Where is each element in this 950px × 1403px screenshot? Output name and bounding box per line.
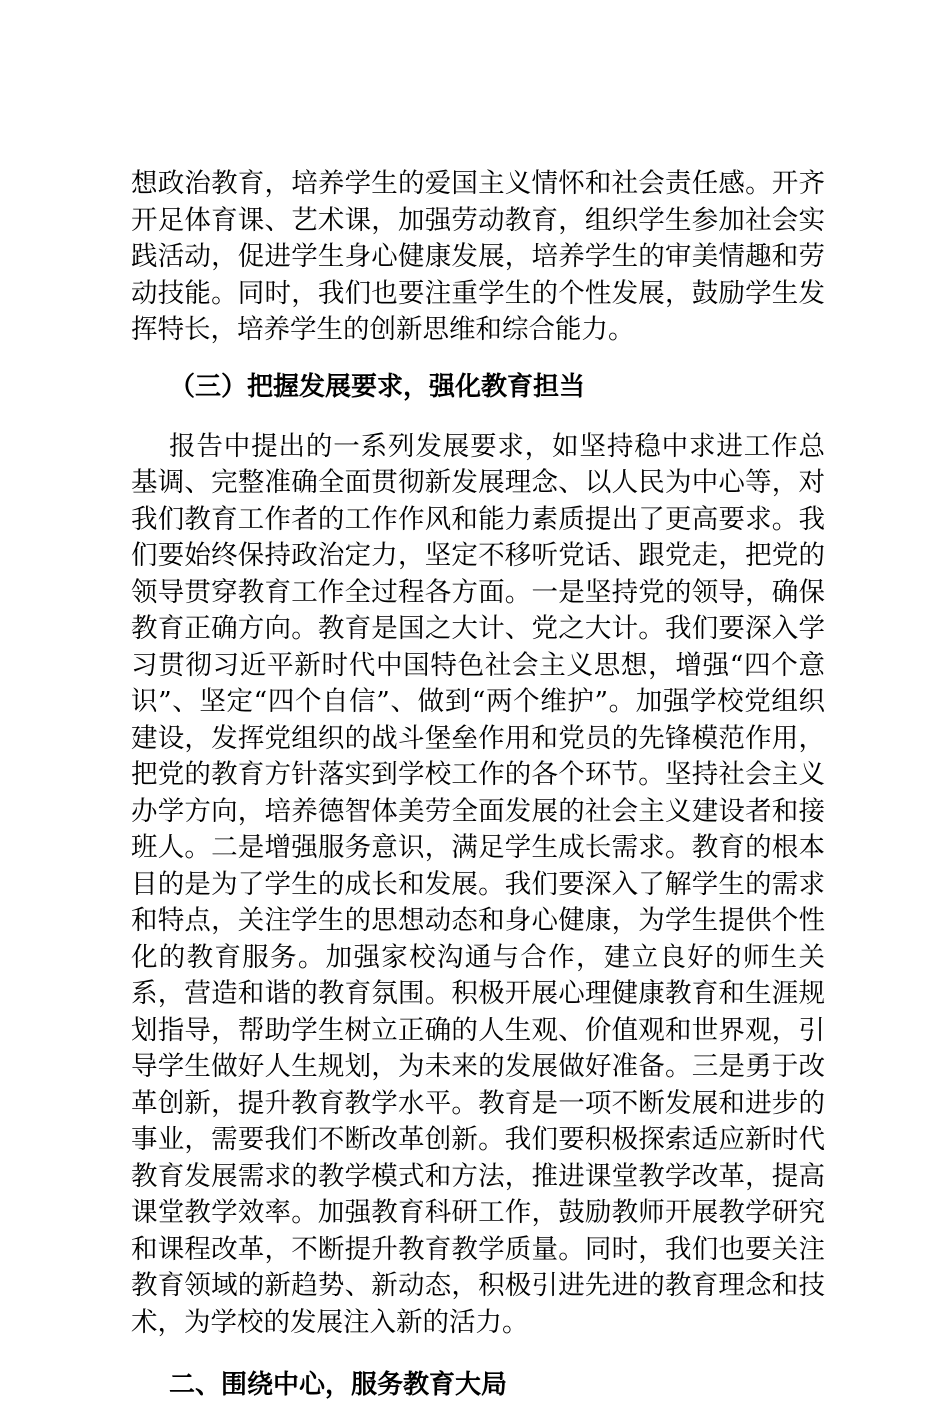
chapter-heading: 二、围绕中心，服务教育大局 — [169, 1370, 508, 1400]
document-page — [131, 166, 825, 1403]
section-heading: （三）把握发展要求，强化教育担当 — [169, 371, 586, 402]
body-paragraph: 报告中提出的一系列发展要求，如坚持稳中求进工作总基调、完整准确全面贯彻新发展理念、以人民为中心等，对我们教育工作者的工作作风和能力素质提出了更高要求。我们要始终保持政治定力，坚定不移听党话、跟党走，把党的领导贯穿教育工作全过程各方面。一是坚持党的领导，确保教育正确方向。教育是国之大计、党之大计。我们要深入学习贯彻习近平新时代中国特色社会主义思想，增强“四个意识”、坚定“四个自信”、做到“两个维护”。加强学校党组织建设，发挥党组织的战斗堡垒作用和党员的先锋模范作用，把党的教育方针落实到学校工作的各个环节。坚持社会主义办学方向，培养德智体美劳全面发展的社会主义建设者和接班人。二是增强服务意识，满足学生成长需求。教育的根本目的是为了学生的成长和发展。我们要深入了解学生的需求和特点，关注学生的思想动态和身心健康，为学生提供个性化的教育服务。加强家校沟通与合作，建立良好的师生关系，营造和谐的教育氛围。积极开展心理健康教育和生涯规划指导，帮助学生树立正确的人生观、价值观和世界观，引导学生做好人生规划，为未来的发展做好准备。三是勇于改革创新，提升教育教学水平。教育是一项不断发展和进步的事业，需要我们不断改革创新。我们要积极探索适应新时代教育发展需求的教学模式和方法，推进课堂教学改革，提高课堂教学效率。加强教育科研工作，鼓励教师开展教学研究和课程改革，不断提升教育教学质量。同时，我们也要关注教育领域的新趋势、新动态，积极引进先进的教育理念和技术，为学校的发展注入新的活力。 — [131, 430, 825, 1338]
body-paragraph: 想政治教育，培养学生的爱国主义情怀和社会责任感。开齐开足体育课、艺术课，加强劳动教育，组织学生参加社会实践活动，促进学生身心健康发展，培养学生的审美情趣和劳动技能。同时，我们也要注重学生的个性发展，鼓励学生发挥特长，培养学生的创新思维和综合能力。 — [131, 168, 825, 345]
